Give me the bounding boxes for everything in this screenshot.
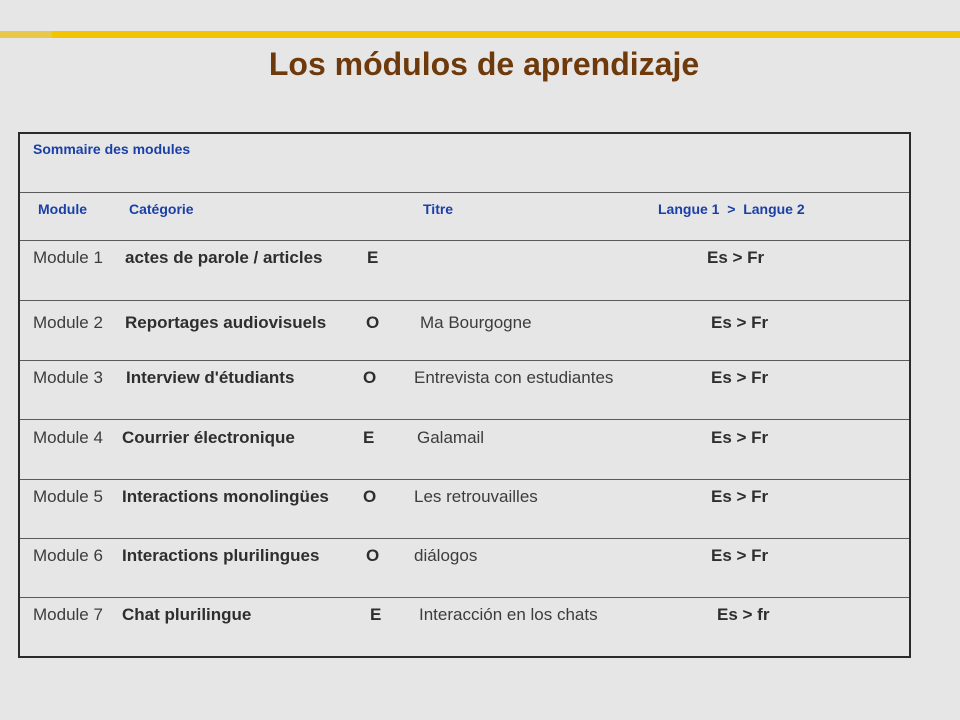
summary-label: Sommaire des modules — [33, 141, 191, 157]
category-label: actes de parole / articles — [125, 248, 323, 267]
type-label: O — [363, 368, 377, 387]
summary-row — [20, 134, 909, 193]
header-title: Titre — [423, 201, 454, 217]
category-label: Courrier électronique — [122, 428, 295, 447]
module-label: Module 7 — [33, 605, 103, 624]
languages-label: Es > Fr — [711, 487, 769, 506]
table-row — [20, 361, 909, 420]
title-label: Galamail — [417, 428, 485, 447]
module-label: Module 6 — [33, 546, 103, 565]
page-title: Los módulos de aprendizaje — [268, 46, 700, 82]
accent-bar — [0, 31, 960, 38]
type-label: E — [367, 248, 379, 267]
table-row — [20, 480, 909, 539]
category-label: Reportages audiovisuels — [125, 313, 327, 332]
languages-label: Es > Fr — [711, 546, 769, 565]
table-row — [20, 598, 909, 656]
languages-label: Es > Fr — [711, 313, 769, 332]
title-label: Entrevista con estudiantes — [414, 368, 614, 387]
category-label: Interactions monolingües — [122, 487, 329, 506]
module-label: Module 2 — [33, 313, 103, 332]
languages-label: Es > Fr — [707, 248, 765, 267]
title-label: diálogos — [414, 546, 478, 565]
header-languages: Langue 1 > Langue 2 — [658, 201, 805, 217]
title-label: Les retrouvailles — [414, 487, 538, 506]
type-label: E — [370, 605, 382, 624]
accent-bar-cap — [0, 31, 52, 38]
table-row — [20, 301, 909, 361]
type-label: O — [366, 313, 380, 332]
category-label: Interactions plurilingues — [122, 546, 320, 565]
modules-table — [18, 132, 911, 658]
table-row — [20, 420, 909, 480]
languages-label: Es > Fr — [711, 428, 769, 447]
type-label: O — [363, 487, 377, 506]
table-row — [20, 241, 909, 301]
category-label: Chat plurilingue — [122, 605, 252, 624]
header-category: Catégorie — [129, 201, 194, 217]
module-label: Module 1 — [33, 248, 103, 267]
header-module: Module — [38, 201, 87, 217]
table-row — [20, 539, 909, 598]
type-label: O — [366, 546, 380, 565]
module-label: Module 3 — [33, 368, 103, 387]
module-label: Module 5 — [33, 487, 103, 506]
header-row — [20, 193, 909, 241]
category-label: Interview d'étudiants — [126, 368, 295, 387]
languages-label: Es > fr — [717, 605, 770, 624]
module-label: Module 4 — [33, 428, 103, 447]
languages-label: Es > Fr — [711, 368, 769, 387]
title-label: Ma Bourgogne — [420, 313, 532, 332]
type-label: E — [363, 428, 375, 447]
title-label: Interacción en los chats — [419, 605, 598, 624]
